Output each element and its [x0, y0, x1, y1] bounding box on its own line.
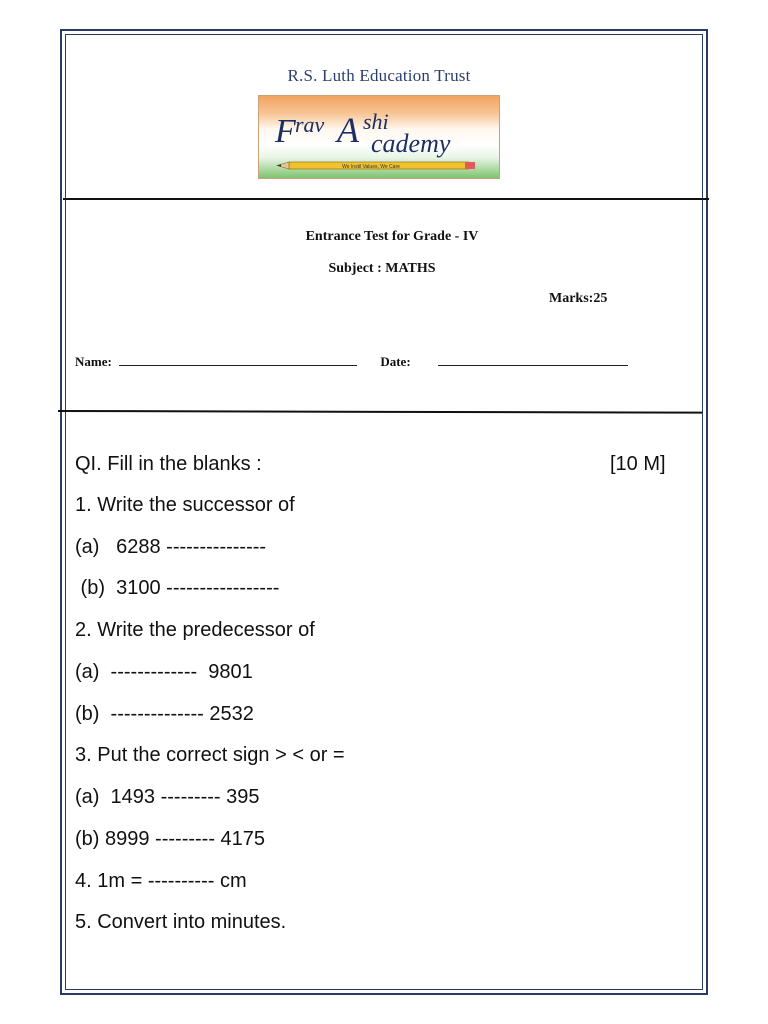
header-divider — [63, 198, 709, 200]
svg-text:shi: shi — [363, 109, 389, 134]
section-title: QI. Fill in the blanks : — [75, 453, 262, 475]
name-date-row — [75, 353, 628, 370]
svg-text:We Instil Values, We Care: We Instil Values, We Care — [342, 163, 400, 170]
question-line: (a) ------------- 9801 — [75, 661, 253, 683]
question-line: (a) 1493 --------- 395 — [75, 786, 260, 808]
svg-text:A: A — [337, 110, 359, 150]
total-marks: Marks:25 — [549, 291, 608, 306]
question-line: (b) 3100 ----------------- — [75, 577, 280, 599]
question-line: 4. 1m = ---------- cm — [75, 870, 247, 892]
test-title: Entrance Test for Grade - IV — [305, 229, 479, 244]
svg-text:rav: rav — [295, 112, 325, 137]
name-blank[interactable] — [119, 353, 357, 366]
question-line: (b) -------------- 2532 — [75, 703, 254, 725]
subject-line: Subject : MATHS — [328, 261, 436, 276]
question-line: 5. Convert into minutes. — [75, 911, 287, 933]
question-line: (a) 6288 --------------- — [75, 536, 267, 558]
question-line: (b) 8999 --------- 4175 — [75, 828, 266, 850]
question-line: 3. Put the correct sign > < or = — [75, 744, 345, 766]
svg-text:cademy: cademy — [371, 129, 451, 158]
section-marks: [10 M] — [610, 453, 666, 475]
svg-text:F: F — [275, 113, 296, 150]
question-line: 1. Write the successor of — [75, 494, 295, 516]
name-label: Name: — [75, 354, 112, 369]
question-line: 2. Write the predecessor of — [75, 619, 315, 641]
date-label: Date: — [380, 354, 411, 369]
date-blank[interactable] — [438, 353, 628, 366]
trust-name: R.S. Luth Education Trust — [287, 66, 471, 85]
academy-logo — [258, 95, 500, 179]
